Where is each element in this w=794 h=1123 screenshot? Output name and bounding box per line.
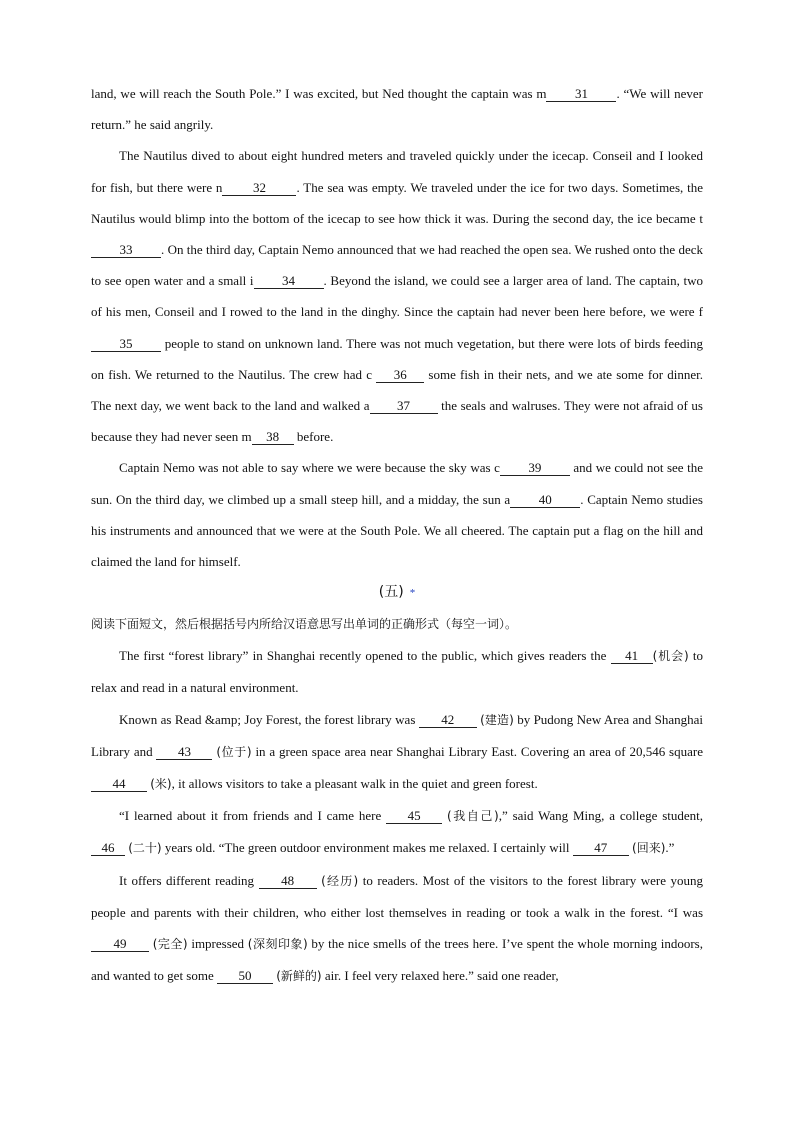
star-icon: *	[409, 587, 416, 600]
paragraph-reading-experience: It offers different reading 48 (经历) to readers. Most of the visitors to the forest library were young people and parents with their children, who either lost themselves in reading or took a walk in the forest. “I was 49 (完全) impressed (深刻印象) by the nice smells of the trees here. I’ve spent the whole morning indoors, and wanted to get some 50 (新鲜的) air. I feel very relaxed here.” said one reader,	[91, 872, 703, 984]
section-title: (五) *	[378, 584, 416, 601]
blank-49[interactable]: 49	[91, 936, 149, 952]
blank-35[interactable]: 35	[91, 336, 161, 352]
blank-32[interactable]: 32	[222, 180, 296, 196]
blank-38[interactable]: 38	[252, 429, 294, 445]
blank-34[interactable]: 34	[254, 273, 324, 289]
paragraph-continued: land, we will reach the South Pole.” I was excited, but Ned thought the captain was m 31 . “We will never return.” he said angrily.	[91, 86, 703, 133]
paragraph-read-joy: Known as Read &amp; Joy Forest, the forest library was 42 (建造) by Pudong New Area and Shanghai Library and 43 (位于) in a green space area near Shanghai Library East. Covering an area of 20,546 square 44 (米), it allows visitors to take a pleasant walk in the quiet and green forest.	[91, 711, 704, 792]
document-page	[91, 78, 703, 992]
blank-47[interactable]: 47	[573, 840, 629, 856]
blank-42[interactable]: 42	[419, 712, 477, 728]
paragraph-south-pole: Captain Nemo was not able to say where we were because the sky was c 39 and we could not see the sun. On the third day, we climbed up a small steep hill, and a midday, the sun a 40 . Captain Nemo studies his instruments and announced that we were at the South Pole. We all cheered. The captain put a flag on the hill and claimed the land for himself.	[91, 460, 703, 570]
blank-37[interactable]: 37	[370, 398, 438, 414]
paragraph-wang-ming: “I learned about it from friends and I came here 45 (我自己),” said Wang Ming, a college student, 46 (二十) years old. “The green outdoor environment makes me relaxed. I certainly will 47 (回来).”	[91, 800, 703, 864]
blank-43[interactable]: 43	[156, 744, 212, 760]
blank-41[interactable]: 41	[611, 648, 653, 664]
instructions: 阅读下面短文，然后根据括号内所给汉语意思写出单词的正确形式（每空一词）。	[91, 617, 518, 632]
blank-40[interactable]: 40	[510, 492, 580, 508]
blank-46[interactable]: 46	[91, 840, 125, 856]
blank-45[interactable]: 45	[386, 808, 442, 824]
paragraph-nautilus: The Nautilus dived to about eight hundred meters and traveled quickly under the icecap. Conseil and I looked for fish, but there were n 32 . The sea was empty. We traveled under the ice for two days. Sometimes, the Nautilus would blimp into the bottom of the icecap to see how thick it was. During the second day, the ice became t33 . On the third day, Captain Nemo announced that we had reached the open sea. We rushed onto the deck to see open water and a small i 34 . Beyond the island, we could see a larger area of land. The captain, two of his men, Conseil and I rowed to the land in the dinghy. Since the captain had never been here before, we were f35 people to stand on unknown land. There was not much vegetation, but there were lots of birds feeding on fish. We returned to the Nautilus. The crew had c 36 some fish in their nets, and we ate some for dinner. The next day, we went back to the land and walked a 37 the seals and walruses. They were not afraid of us because they had never seen m 38 before.	[91, 148, 703, 445]
blank-50[interactable]: 50	[217, 968, 273, 984]
paragraph-forest-library: The first “forest library” in Shanghai recently opened to the public, which gives readers the 41 (机会) to relax and read in a natural environment.	[91, 648, 703, 696]
blank-39[interactable]: 39	[500, 460, 570, 476]
blank-48[interactable]: 48	[259, 873, 317, 889]
blank-33[interactable]: 33	[91, 242, 161, 258]
blank-31[interactable]: 31	[546, 86, 616, 102]
blank-36[interactable]: 36	[376, 367, 424, 383]
blank-44[interactable]: 44	[91, 776, 147, 792]
